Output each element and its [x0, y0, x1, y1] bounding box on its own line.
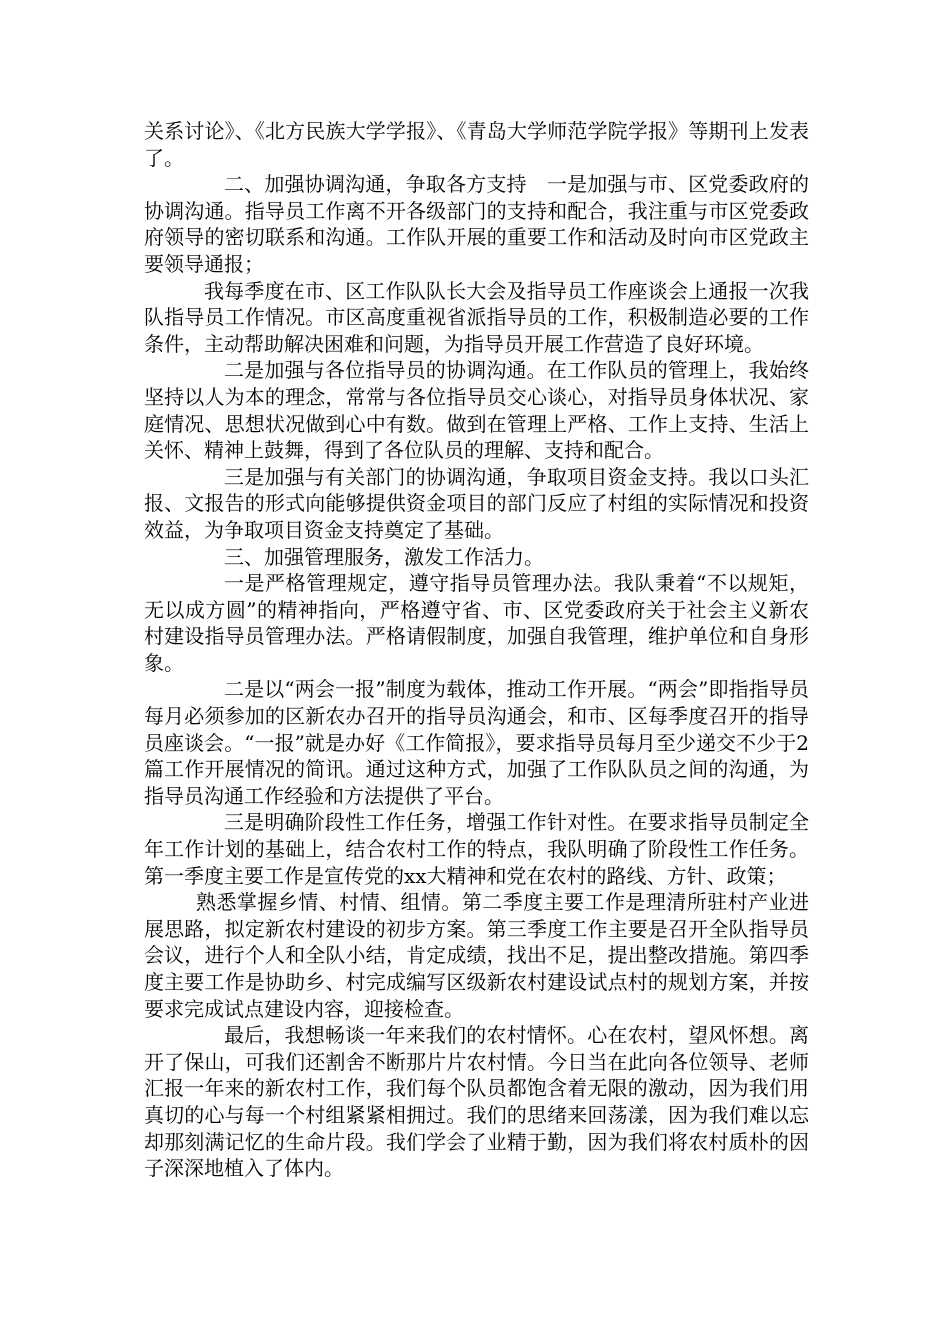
paragraph-11: 最后，我想畅谈一年来我们的农村情怀。心在农村，望风怀想。离开了保山，可我们还割舍不断那片片农村情。今日当在此向各位领导、老师汇报一年来的新农村工作，我们每个队员都饱含着无限的激动，因为我们用真切的心与每一个村组紧紧相拥过。我们的思绪来回荡漾，因为我们难以忘却那刻满记忆的生命片段。我们学会了业精于勤，因为我们将农村质朴的因子深深地植入了体内。: [144, 1023, 809, 1181]
paragraph-4: 二是加强与各位指导员的协调沟通。在工作队员的管理上，我始终坚持以人为本的理念，常常与各位指导员交心谈心，对指导员身体状况、家庭情况、思想状况做到心中有数。做到在管理上严格、工作上支持、生活上关怀、精神上鼓舞，得到了各位队员的理解、支持和配合。: [144, 358, 809, 463]
paragraph-6: 三、加强管理服务，激发工作活力。: [224, 544, 544, 569]
paragraph-5: 三是加强与有关部门的协调沟通，争取项目资金支持。我以口头汇报、文报告的形式向能够提供资金项目的部门反应了村组的实际情况和投资效益，为争取项目资金支持奠定了基础。: [144, 464, 809, 542]
paragraph-2: 二、加强协调沟通，争取各方支持 一是加强与市、区党委政府的协调沟通。指导员工作离不开各级部门的支持和配合，我注重与市区党委政府领导的密切联系和沟通。工作队开展的重要工作和活动及时向市区党政主要领导通报；: [144, 172, 809, 276]
paragraph-9: 三是明确阶段性工作任务，增强工作针对性。在要求指导员制定全年工作计划的基础上，结合农村工作的特点，我队明确了阶段性工作任务。第一季度主要工作是宣传党的xx大精神和党在农村的路线、方针、政策；: [144, 810, 809, 888]
paragraph-8: 二是以“两会一报”制度为载体，推动工作开展。“两会”即指指导员每月必须参加的区新农办召开的指导员沟通会，和市、区每季度召开的指导员座谈会。“一报”就是办好《工作简报》，要求指导员每月至少递交不少于2篇工作开展情况的简讯。通过这种方式，加强了工作队队员之间的沟通，为指导员沟通工作经验和方法提供了平台。: [144, 677, 809, 808]
paragraph-3: 我每季度在市、区工作队队长大会及指导员工作座谈会上通报一次我队指导员工作情况。市区高度重视省派指导员的工作，积极制造必要的工作条件，主动帮助解决困难和问题，为指导员开展工作营造了良好环境。: [144, 278, 809, 356]
paragraph-1: 关系讨论》、《北方民族大学学报》、《青岛大学师范学院学报》等期刊上发表了。: [144, 119, 809, 170]
paragraph-10: 熟悉掌握乡情、村情、组情。第二季度主要工作是理清所驻村产业进展思路，拟定新农村建设的初步方案。第三季度工作主要是召开全队指导员会议，进行个人和全队小结，肯定成绩，找出不足，提出整改措施。第四季度主要工作是协助乡、村完成编写区级新农村建设试点村的规划方案，并按要求完成试点建设内容，迎接检查。: [144, 890, 809, 1021]
document-body: [144, 118, 809, 1182]
paragraph-7: 一是严格管理规定，遵守指导员管理办法。我队秉着“不以规矩，无以成方圆”的精神指向，严格遵守省、市、区党委政府关于社会主义新农村建设指导员管理办法。严格请假制度，加强自我管理，维护单位和自身形象。: [144, 571, 809, 675]
